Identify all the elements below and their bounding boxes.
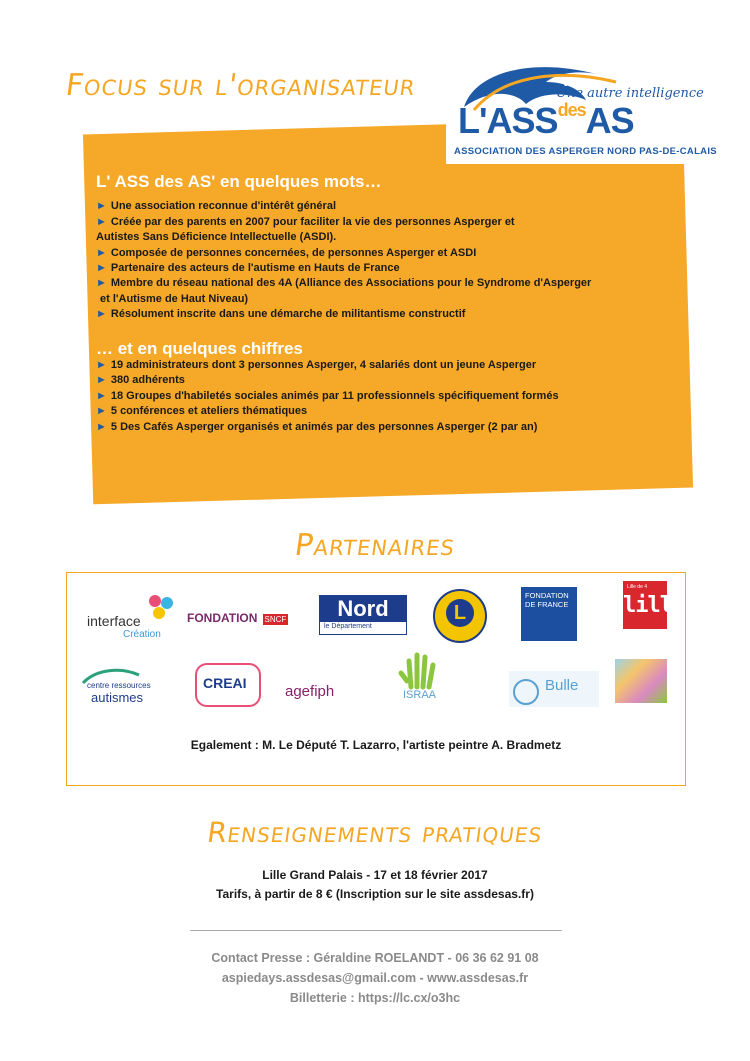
nord-subtitle: le Département (324, 623, 372, 630)
panel-heading-figures: … et en quelques chiffres (96, 338, 303, 358)
lions-logo (433, 589, 487, 643)
cra-text-1: centre ressources (87, 681, 151, 690)
list-item-text: 5 Des Cafés Asperger organisés et animés par des personnes Asperger (2 par an) (110, 420, 538, 433)
contact-email-web: aspiedays.assdesas@gmail.com - www.assdesas.fr (221, 971, 529, 985)
list-item (96, 215, 656, 230)
list-item-text: Créée par des parents en 2007 pour faciliter la vie des personnes Asperger et (110, 215, 515, 228)
panel-content (96, 174, 656, 435)
logo-tagline: Une autre intelligence (556, 86, 704, 101)
contact-ticketing: Billetterie : https://lc.cx/o3hc (289, 991, 461, 1005)
partners-box (66, 572, 686, 786)
creation-text: Création (123, 629, 161, 640)
isrra-text: ISRAA (403, 689, 437, 701)
isrra-logo (397, 651, 447, 707)
contact-info (0, 948, 750, 1008)
list-item-text: 5 conférences et ateliers thématiques (110, 405, 308, 418)
fondation-de-france-logo: FONDATION DE FRANCE (521, 587, 577, 641)
bubble-icon (513, 679, 539, 705)
practical-line-2: Tarifs, à partir de 8 € (Inscription sur le site assdesas.fr) (216, 887, 534, 901)
logo-name-part2: des (557, 100, 586, 120)
practical-info (0, 866, 750, 904)
bulle-logo (509, 671, 599, 707)
practical-line-1: Lille Grand Palais - 17 et 18 février 2017 (262, 868, 488, 882)
lille-top-text: Lille de 4 (627, 584, 648, 590)
agefiph-logo: agefiph (285, 683, 335, 700)
bullet-icon: ► (96, 215, 107, 228)
contact-press: Contact Presse : Géraldine ROELANDT - 06 36 62 91 08 (211, 951, 539, 965)
list-item-text: Résolument inscrite dans une démarche de militantisme constructif (110, 308, 466, 321)
lille-text: lille (623, 593, 685, 618)
fondation-sncf-logo (187, 611, 297, 631)
list-item-text: Membre du réseau national des 4A (Alliance des Associations pour le Syndrome d'Asperger (110, 277, 592, 290)
bullet-icon: ► (96, 420, 107, 433)
logo-name-part1: L'ASS (458, 100, 558, 141)
also-partners: Egalement : M. Le Député T. Lazarro, l'artiste peintre A. Bradmetz (190, 738, 562, 752)
logo-subtitle: ASSOCIATION DES ASPERGER NORD PAS-DE-CALAIS (454, 146, 717, 157)
bullet-icon: ► (96, 246, 107, 259)
nord-text: Nord (320, 596, 406, 622)
list-item-text: Composée de personnes concernées, de personnes Asperger et ASDI (110, 246, 477, 259)
bullet-icon: ► (96, 308, 107, 321)
cra-text-2: autismes (91, 690, 144, 705)
list-item (96, 373, 656, 388)
list-item (96, 358, 656, 373)
lille-logo (623, 581, 685, 629)
lions-letter: L (446, 599, 474, 627)
list-item (96, 276, 656, 291)
list-item (96, 420, 656, 435)
panel-heading-words: L' ASS des AS' en quelques mots… (96, 172, 382, 191)
bullet-icon: ► (96, 405, 107, 418)
interface-text: interface (87, 613, 141, 629)
logo-name-part3: AS (585, 100, 634, 141)
logo-name (458, 100, 634, 142)
bullet-icon: ► (96, 277, 107, 290)
sncf-badge: SNCF (264, 615, 287, 624)
painting-logo (615, 659, 667, 703)
list-item-text: 18 Groupes d'habiletés sociales animés par 11 professionnels spécifiquement formés (110, 389, 559, 402)
list-item-text: 19 administrateurs dont 3 personnes Asperger, 4 salariés dont un jeune Asperger (110, 359, 537, 372)
centre-ressources-autismes-logo (73, 667, 173, 707)
list-item-continued: Autistes Sans Déficience Intellectuelle (ASDI). (96, 231, 337, 244)
partners-title: Partenaires (292, 528, 458, 563)
fondation-text: FONDATION (187, 611, 258, 625)
list-item-text: 380 adhérents (110, 374, 185, 387)
divider (190, 930, 562, 931)
bulle-text: Bulle (545, 677, 579, 694)
bullet-icon: ► (96, 389, 107, 402)
practical-title: Renseignements pratiques (205, 816, 545, 849)
interface-creation-logo (87, 595, 177, 639)
hand-icon (397, 651, 447, 691)
list-item-continued: et l'Autisme de Haut Niveau) (100, 292, 249, 305)
creai-logo (195, 663, 261, 707)
list-item (96, 261, 656, 276)
list-item-text: Partenaire des acteurs de l'autisme en Hauts de France (110, 262, 400, 275)
bullet-icon: ► (96, 374, 107, 387)
list-item (96, 199, 656, 214)
bullet-icon: ► (96, 262, 107, 275)
list-item (96, 389, 656, 404)
list-item (96, 307, 656, 322)
bullet-icon: ► (96, 200, 107, 213)
list-item (96, 246, 656, 261)
bullet-icon: ► (96, 359, 107, 372)
list-item (96, 404, 656, 419)
creai-text: CREAI (203, 675, 247, 691)
list-item-text: Une association reconnue d'intérêt général (110, 200, 337, 213)
focus-title: Focus sur l'organisateur (63, 68, 419, 103)
nord-logo (319, 595, 407, 635)
